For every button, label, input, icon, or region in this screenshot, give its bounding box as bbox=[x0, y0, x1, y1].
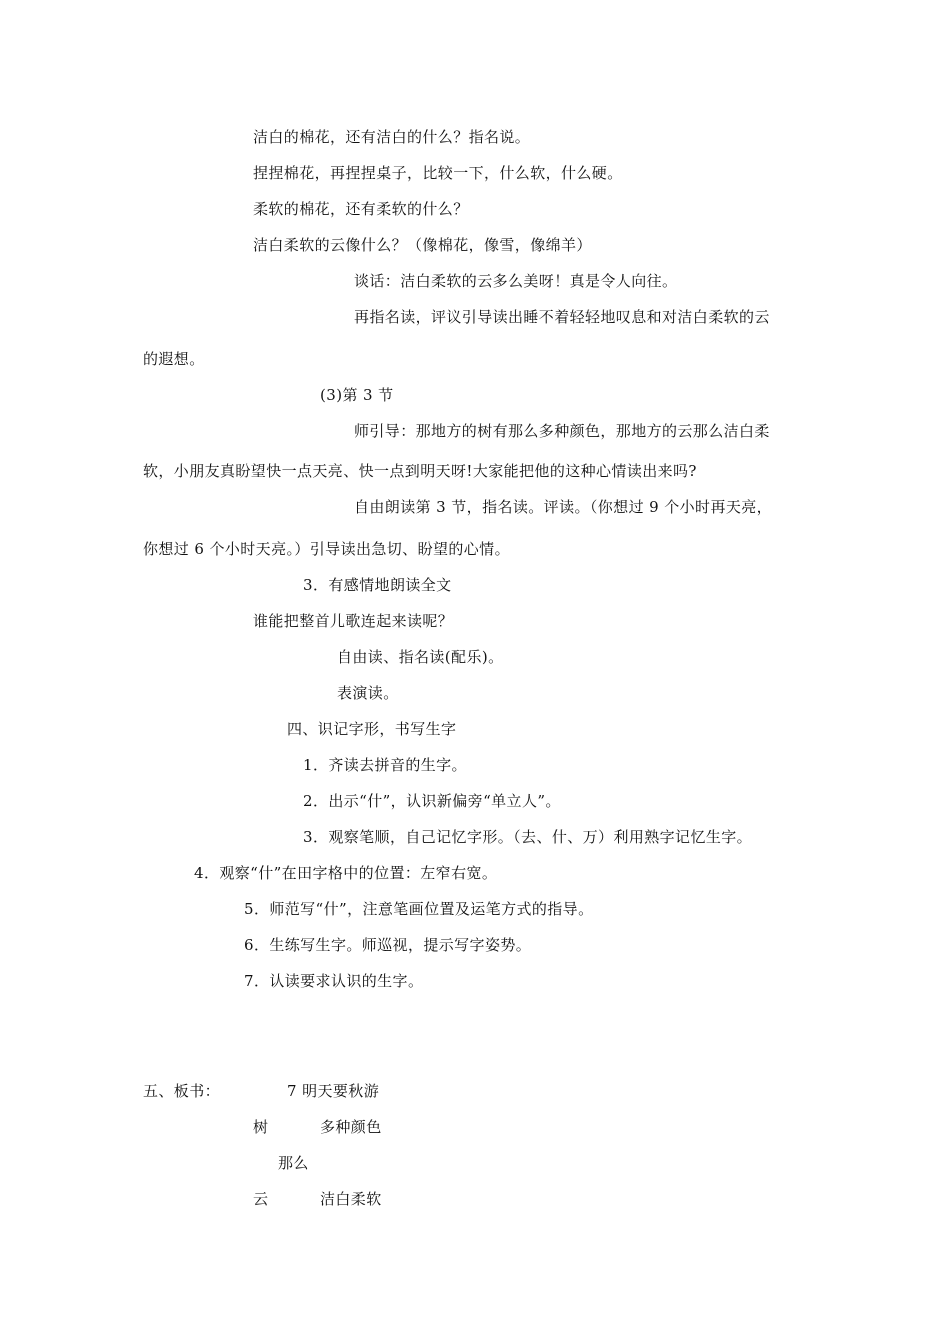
list-item: 1．齐读去拼音的生字。 bbox=[303, 756, 467, 774]
text-line: 谈话：洁白柔软的云多么美呀！真是令人向往。 bbox=[354, 272, 678, 290]
board-item-tree: 树 bbox=[253, 1118, 269, 1136]
text-line: 洁白柔软的云像什么？（像棉花，像雪，像绵羊） bbox=[253, 236, 592, 254]
list-item: 6．生练写生字。师巡视，提示写字姿势。 bbox=[244, 936, 532, 954]
board-connector: 那么 bbox=[278, 1154, 309, 1172]
text-line: 你想过 6 个小时天亮。）引导读出急切、盼望的心情。 bbox=[143, 540, 510, 558]
board-item-cloud: 云 bbox=[253, 1190, 269, 1208]
board-item-tree-desc: 多种颜色 bbox=[320, 1118, 382, 1136]
section-heading: 3．有感情地朗读全文 bbox=[303, 576, 452, 594]
text-line: 洁白的棉花，还有洁白的什么？指名说。 bbox=[253, 128, 531, 146]
section-heading: (3)第 3 节 bbox=[320, 386, 394, 404]
text-line: 表演读。 bbox=[337, 684, 399, 702]
text-line: 谁能把整首儿歌连起来读呢？ bbox=[253, 612, 454, 630]
list-item: 3．观察笔顺，自己记忆字形。（去、什、万）利用熟字记忆生字。 bbox=[303, 828, 753, 846]
list-item: 4．观察“什”在田字格中的位置：左窄右宽。 bbox=[194, 864, 498, 882]
text-line: 自由读、指名读(配乐)。 bbox=[337, 648, 504, 666]
text-line: 自由朗读第 3 节，指名读。评读。（你想过 9 个小时再天亮， bbox=[354, 498, 773, 516]
list-item: 2．出示“什”，认识新偏旁“单立人”。 bbox=[303, 792, 561, 810]
text-line: 的遐想。 bbox=[143, 350, 205, 368]
text-line: 捏捏棉花，再捏捏桌子，比较一下，什么软，什么硬。 bbox=[253, 164, 623, 182]
board-title: 7 明天要秋游 bbox=[287, 1082, 380, 1100]
section-heading: 四、识记字形，书写生字 bbox=[287, 720, 457, 738]
board-item-cloud-desc: 洁白柔软 bbox=[320, 1190, 382, 1208]
text-line: 再指名读，评议引导读出睡不着轻轻地叹息和对洁白柔软的云 bbox=[354, 308, 770, 326]
text-line: 软，小朋友真盼望快一点天亮、快一点到明天呀!大家能把他的这种心情读出来吗? bbox=[143, 462, 697, 480]
list-item: 5．师范写“什”，注意笔画位置及运笔方式的指导。 bbox=[244, 900, 594, 918]
board-heading: 五、板书： bbox=[143, 1082, 221, 1100]
text-line: 师引导：那地方的树有那么多种颜色，那地方的云那么洁白柔 bbox=[354, 422, 770, 440]
list-item: 7．认读要求认识的生字。 bbox=[244, 972, 424, 990]
text-line: 柔软的棉花，还有柔软的什么？ bbox=[253, 200, 469, 218]
